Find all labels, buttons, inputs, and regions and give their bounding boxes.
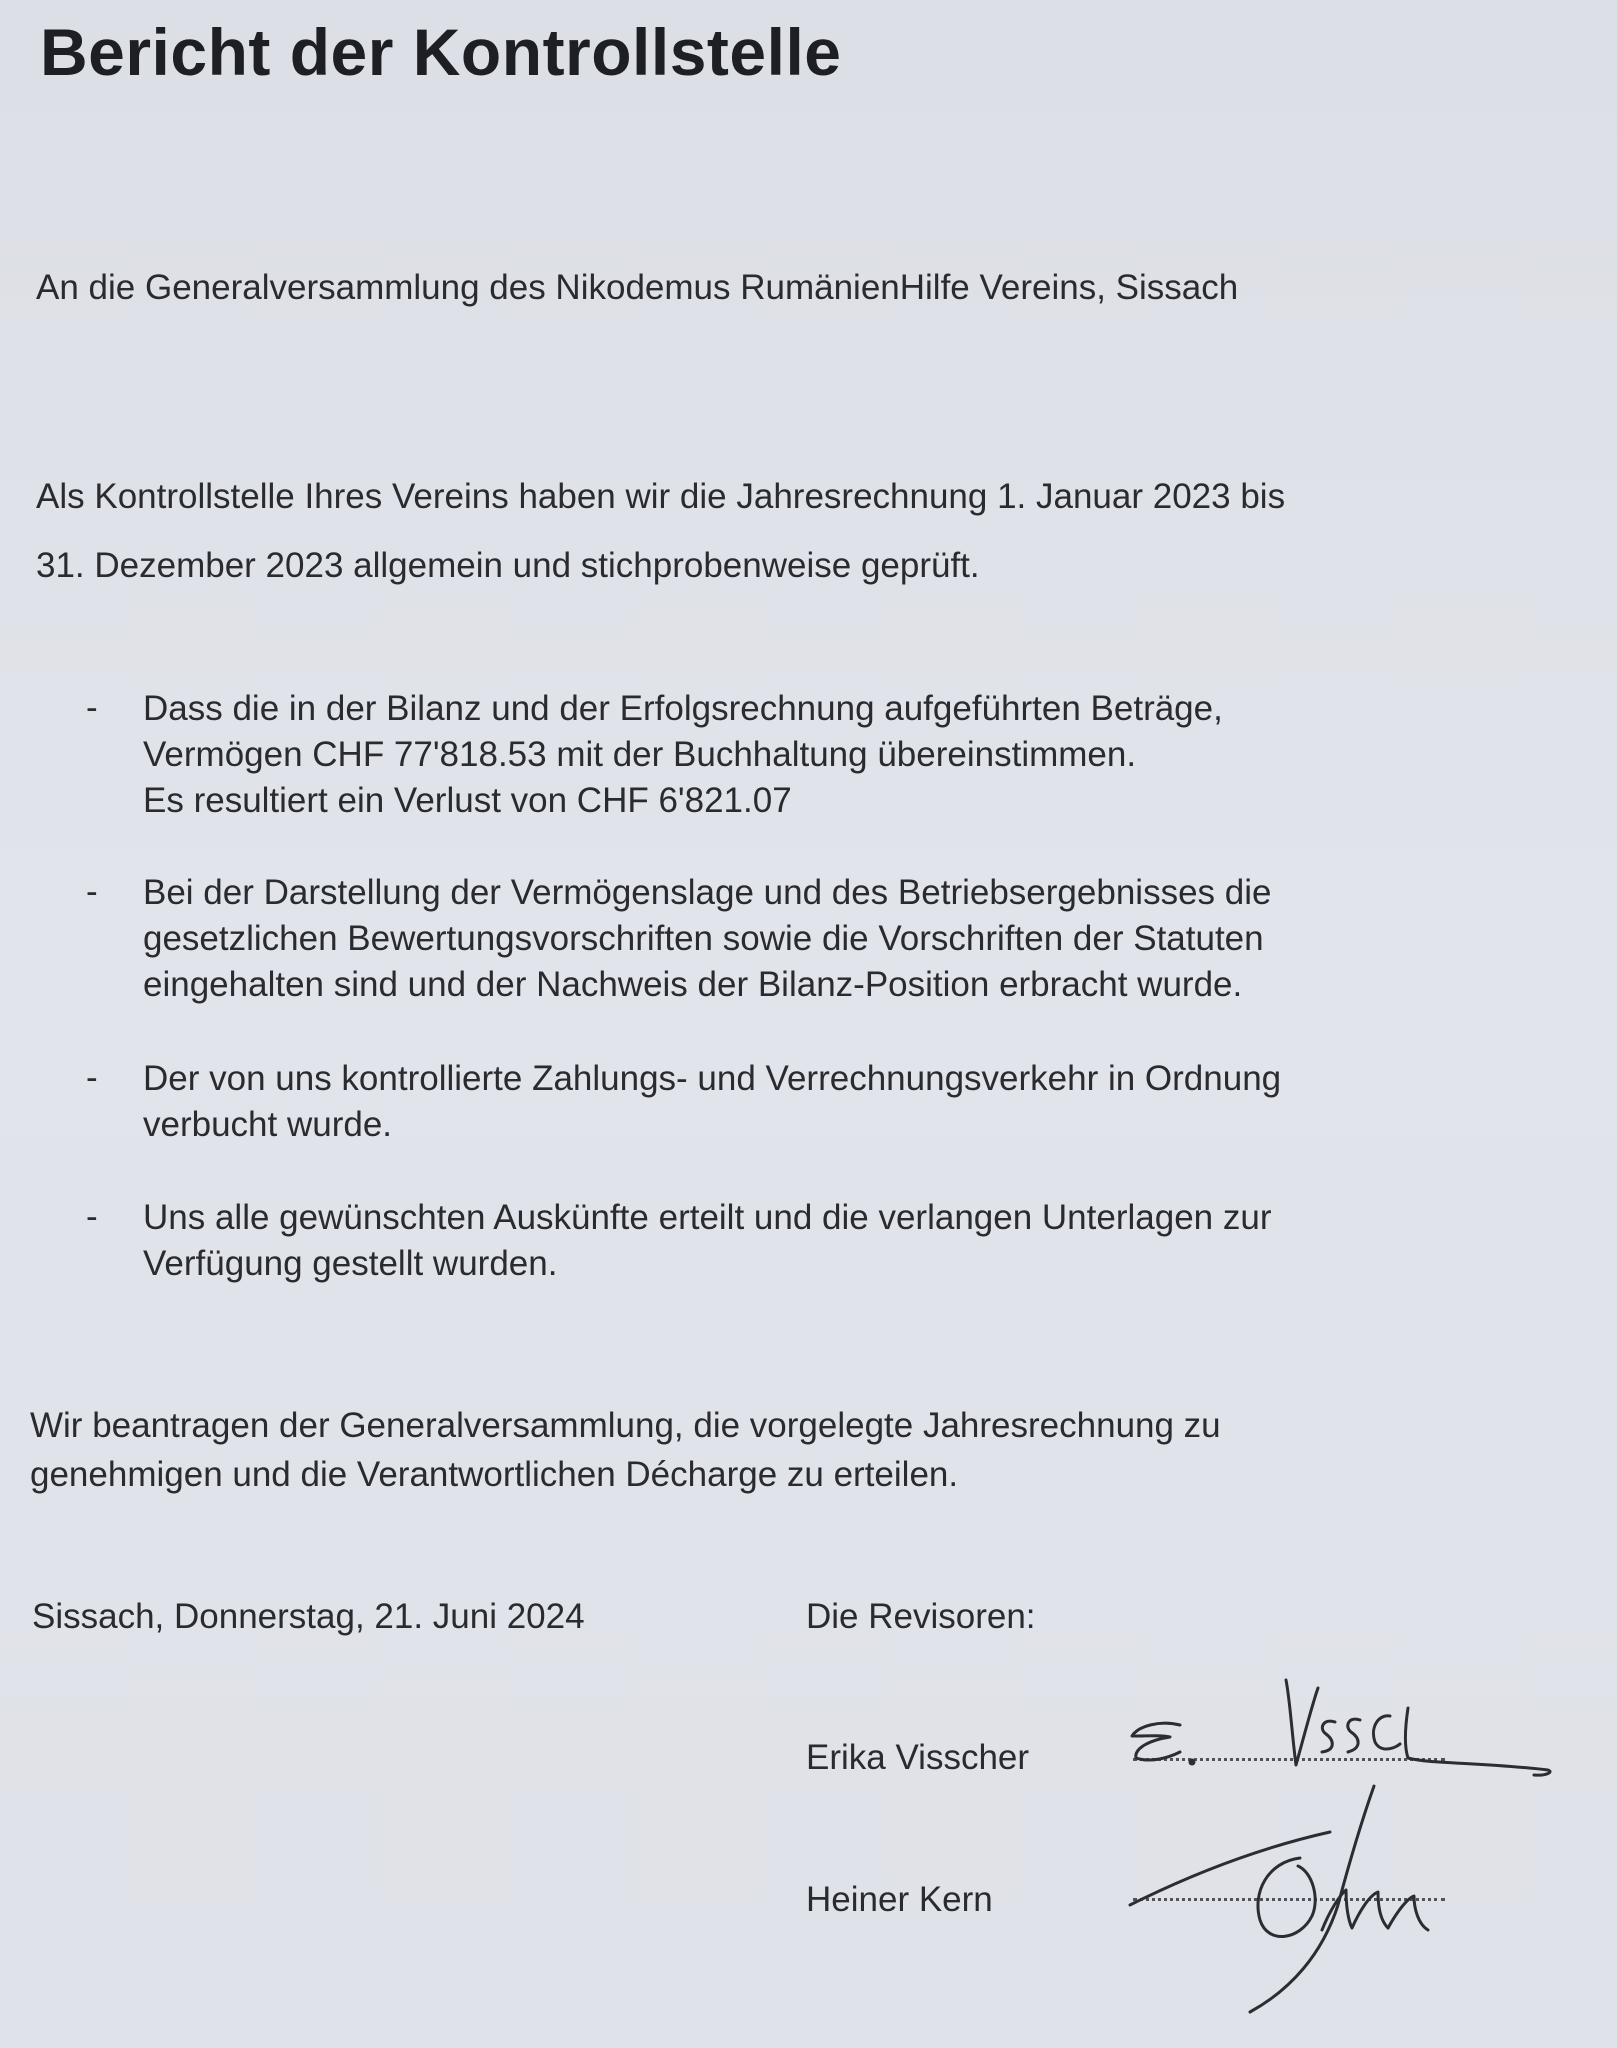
- intro-line-1: Als Kontrollstelle Ihres Vereins haben wir die Jahresrechnung 1. Januar 2023 bis: [36, 477, 1286, 516]
- finding-line: Uns alle gewünschten Auskünfte erteilt und die verlangen Unterlagen zur: [143, 1198, 1272, 1237]
- finding-line: Vermögen CHF 77'818.53 mit der Buchhaltung übereinstimmen.: [143, 735, 1137, 774]
- intro-line-2: 31. Dezember 2023 allgemein und stichprobenweise geprüft.: [36, 546, 980, 585]
- place-date: Sissach, Donnerstag, 21. Juni 2024: [32, 1597, 585, 1636]
- document-title: Bericht der Kontrollstelle: [40, 15, 842, 89]
- signature-erika-visscher: [1132, 1680, 1550, 1775]
- closing-line-1: Wir beantragen der Generalversammlung, die vorgelegte Jahresrechnung zu: [30, 1406, 1221, 1445]
- bullet-dash: -: [86, 1058, 98, 1097]
- bullet-dash: -: [86, 1197, 98, 1236]
- finding-line: gesetzlichen Bewertungsvorschriften sowie die Vorschriften der Statuten: [143, 919, 1264, 958]
- finding-line: Es resultiert ein Verlust von CHF 6'821.07: [143, 781, 792, 820]
- bullet-dash: -: [86, 688, 98, 727]
- finding-line: Verfügung gestellt wurden.: [143, 1244, 558, 1283]
- addressee-line: An die Generalversammlung des Nikodemus RumänienHilfe Vereins, Sissach: [36, 268, 1239, 307]
- finding-line: Dass die in der Bilanz und der Erfolgsrechnung aufgeführten Beträge,: [143, 689, 1223, 728]
- signature-heiner-kern: [1130, 1786, 1428, 2012]
- finding-line: eingehalten sind und der Nachweis der Bilanz-Position erbracht wurde.: [143, 965, 1243, 1004]
- bullet-dash: -: [86, 872, 98, 911]
- finding-line: Der von uns kontrollierte Zahlungs- und Verrechnungsverkehr in Ordnung: [143, 1059, 1282, 1098]
- finding-line: Bei der Darstellung der Vermögenslage und des Betriebsergebnisses die: [143, 873, 1272, 912]
- signatory-name-2: Heiner Kern: [806, 1880, 993, 1919]
- finding-line: verbucht wurde.: [143, 1105, 393, 1144]
- signatory-name-1: Erika Visscher: [806, 1738, 1030, 1777]
- auditors-label: Die Revisoren:: [806, 1597, 1036, 1636]
- closing-line-2: genehmigen und die Verantwortlichen Décharge zu erteilen.: [30, 1455, 959, 1494]
